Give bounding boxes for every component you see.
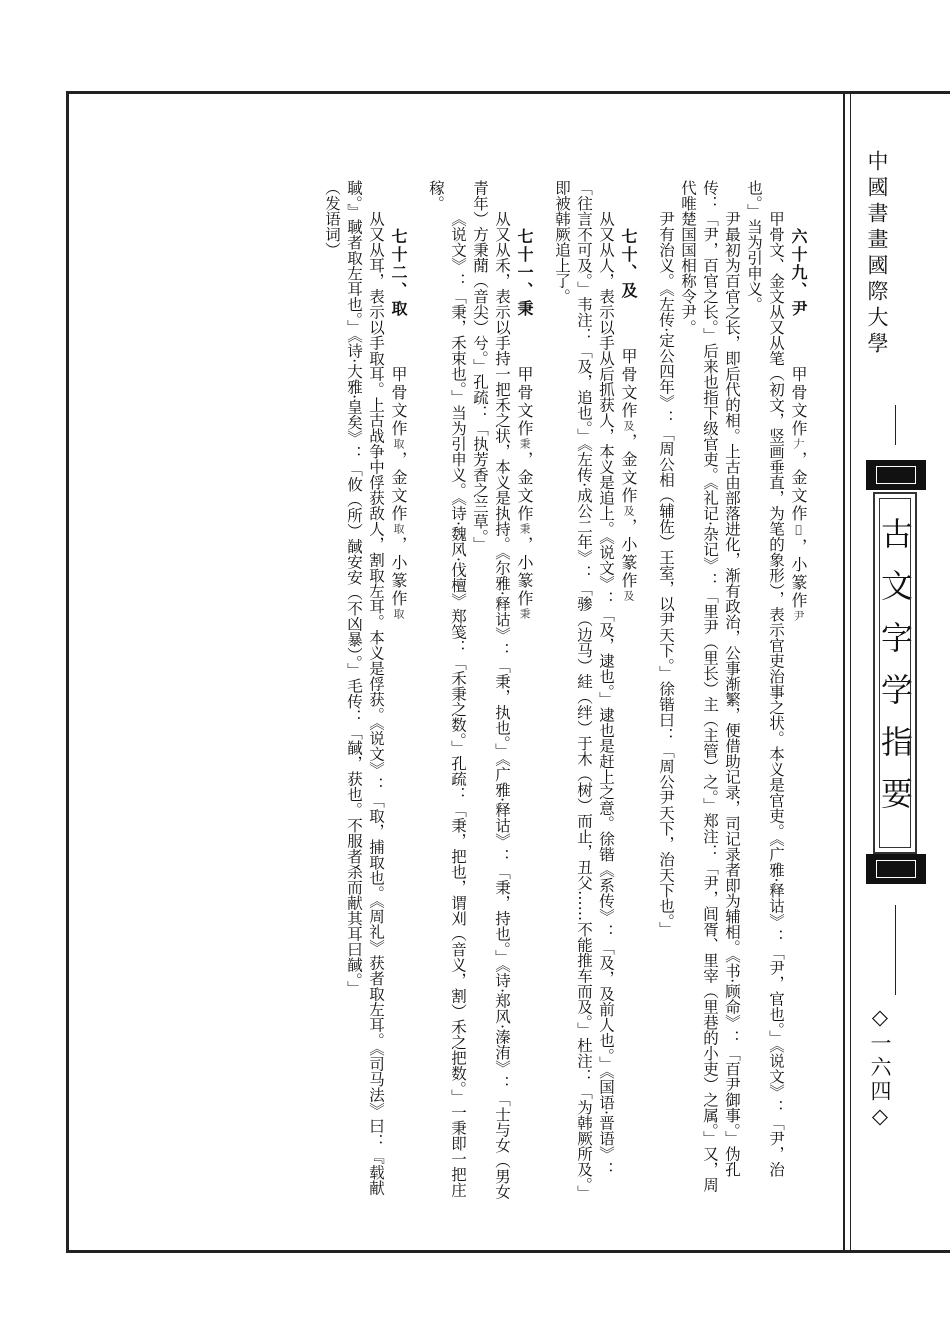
bronze-glyph: 𠃧 [792,522,805,538]
paragraph: 甲骨文、金文从又从笔（初文，竖画垂直，为笔的象形），表示官吏治事之状。本义是官吏。《广雅·释诂》：「尹，官也。」《说文》：「尹，治也。」当为引申义。 [745,180,785,1177]
oracle-glyph: 取 [392,437,405,451]
paragraph-continuation: （发语词） [323,180,341,258]
paragraph: 从又从耳，表示以手取耳。上古战争中俘获敌人，割取左耳。本义是俘获。《说文》：「取，捕取也。《周礼》获者取左耳。《司马法》曰：『载献聝。』聝者取左耳也。」《诗·大雅·皇矣》：「攸（所）馘安安（不凶暴）。」毛传：「馘，获也。不服者杀而献其耳曰馘。」 [345,180,385,1196]
margin-divider [843,91,845,1253]
seal-glyph: 取 [392,607,405,621]
forms-label: ，小篆作 [619,517,638,590]
character-forms [513,366,535,621]
oracle-glyph: 及 [622,419,635,433]
margin-rule [895,405,896,445]
heading-text: 七十、及 [619,228,638,300]
title-bar-bottom [866,854,926,884]
character-forms [787,366,809,623]
paragraph: 尹最初为百官之长，即后代的相。上古由部落进化，渐有政治，公事渐繁，便借助记录，司记录者即为辅相。《书·顾命》：「百尹御事。」伪孔传：「尹，百官之长。」后来也指下级官吏。《礼记·杂记》：「里尹（里长）主（主管）之。」郑注：「尹，闾胥、里宰（里巷的小吏）之属。」又，周代唯楚国国相称令尹。 [679,180,741,1193]
paragraph: 尹有治义。《左传·定公四年》：「周公相（辅佐）王室，以尹天下。」徐锴曰：「周公尹天下，治天下也。」 [657,211,675,937]
oracle-glyph: 𠂇 [792,437,805,451]
bronze-glyph: 及 [622,504,635,518]
seal-glyph: 尹 [792,609,805,623]
forms-label: 甲骨文作 [789,365,808,438]
paragraph: 从又从禾，表示以手持一把禾之状，本义是执持。《尔雅·释诂》：「秉，执也。」《广雅·释诂》：「秉，持也。」《诗·郑风·溱洧》：「士与女（男女青年）方秉蕑（音尖）兮。」孔疏：「执芳香之兰草。」 [471,180,511,1200]
forms-label: ，金文作 [389,450,408,523]
oracle-glyph: 秉 [518,437,531,451]
book-title-box [873,492,917,854]
margin-rule [895,905,896,995]
section-heading-71 [513,180,535,1200]
page-number: ◇一六四◇ [868,1005,892,1131]
book-title: 古文字学指要 [876,517,914,829]
seal-glyph: 秉 [518,607,531,621]
heading-text: 七十一、秉 [515,228,534,318]
forms-label: ，金文作 [789,450,808,523]
forms-label: ，小篆作 [515,535,534,608]
title-bar-top [866,460,926,490]
paragraph: 《说文》：「秉，禾束也。」当为引申义。《诗·魏风·伐檀》郑笺：「禾秉之数。」孔疏：「秉，把也，谓刈（音义，割）禾之把数。」一秉即一把庄稼。 [427,180,467,1198]
forms-label: ，金文作 [515,450,534,523]
character-forms [617,348,639,603]
bronze-glyph: 取 [392,522,405,536]
heading-text: 七十二、取 [389,228,408,318]
margin-divider-inner [850,91,851,1253]
publisher-title: 中國書畫國際大學 [865,150,889,358]
forms-label: 甲骨文作 [619,347,638,420]
character-forms [387,366,409,621]
heading-text: 六十九、尹 [789,228,808,318]
section-heading-72 [387,180,409,1200]
forms-label: ，小篆作 [389,535,408,608]
forms-label: 甲骨文作 [515,365,534,438]
body-text [115,180,825,1200]
bronze-glyph: 秉 [518,522,531,536]
forms-label: 甲骨文作 [389,365,408,438]
section-heading-70 [617,180,639,1200]
paragraph: 从又从人，表示以手从后抓获人，本义是追上。《说文》：「及，逮也。」逮也是赶上之意。徐锴《系传》：「及，及前人也。」《国语·晋语》：「往言不可及。」韦注：「及，追也。」《左传·成公二年》：「骖（边马）絓（绊）于木（树）而止，丑父……不能推车而及。」杜注：「为韩厥所及。」即被韩厥追上了。 [553,180,615,1193]
seal-glyph: 及 [622,589,635,603]
section-heading-69 [787,180,809,1200]
forms-label: ，金文作 [619,432,638,505]
forms-label: ，小篆作 [789,537,808,610]
